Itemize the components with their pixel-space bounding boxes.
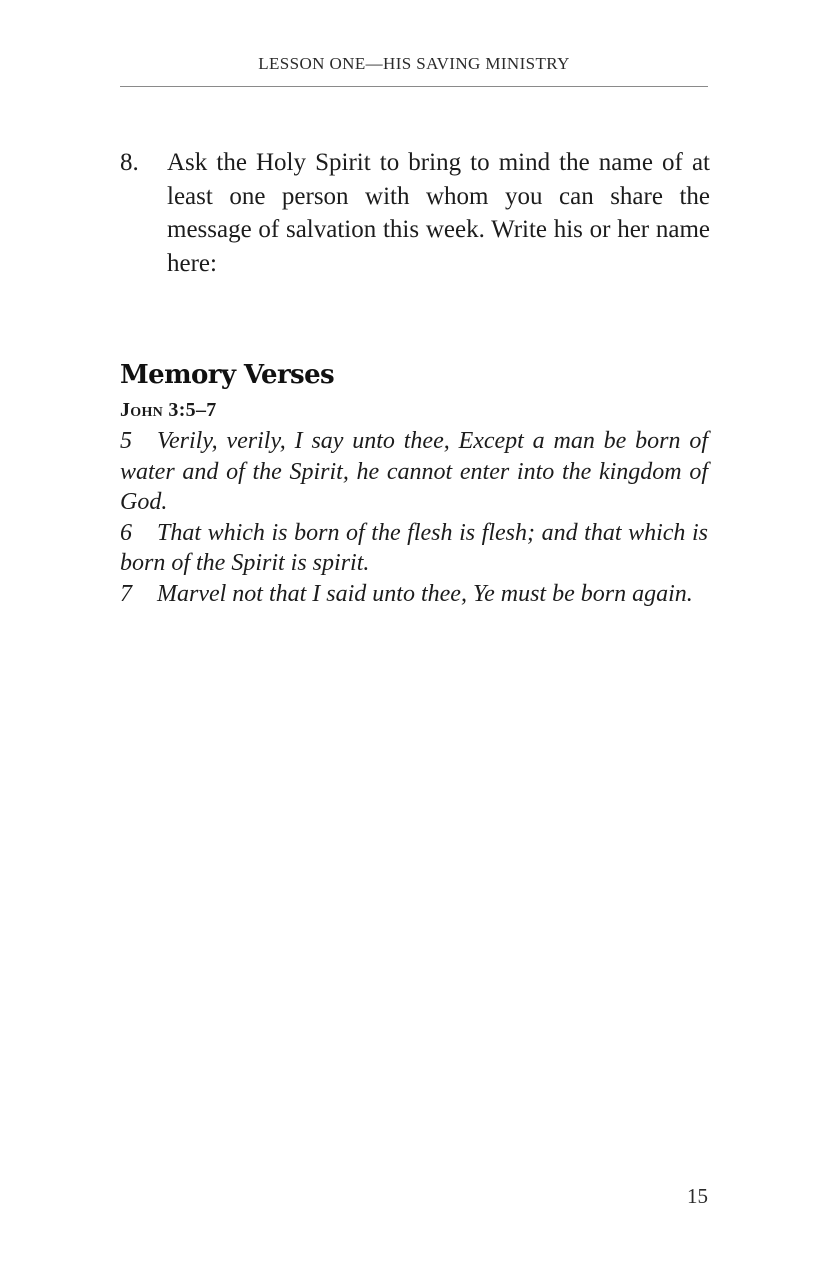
verse	[120, 518, 708, 579]
verse-list	[120, 426, 708, 609]
verse-number: 6	[120, 519, 132, 546]
question-item	[120, 146, 710, 280]
verse-number: 7	[120, 580, 132, 607]
question-text: Ask the Holy Spirit to bring to mind the name of at least one person with whom you can share the message of salvation this week. Write his or her name here:	[167, 149, 710, 277]
verse-text: Marvel not that I said unto thee, Ye must be born again.	[157, 580, 693, 607]
running-header: LESSON ONE—HIS SAVING MINISTRY	[258, 54, 570, 73]
verse-text: Verily, verily, I say unto thee, Except a man be born of water and of the Spirit, he cannot enter into the kingdom of God.	[120, 428, 708, 515]
verse	[120, 579, 708, 610]
verse-number: 5	[120, 428, 132, 454]
header-rule	[120, 86, 708, 87]
page-number: 15	[687, 1184, 708, 1208]
verse	[120, 426, 708, 518]
verse-text: That which is born of the flesh is flesh; and that which is born of the Spirit is spirit.	[120, 519, 708, 576]
scripture-reference: John 3:5–7	[120, 399, 217, 421]
question-number: 8.	[120, 149, 139, 176]
section-title: Memory Verses	[120, 360, 335, 390]
